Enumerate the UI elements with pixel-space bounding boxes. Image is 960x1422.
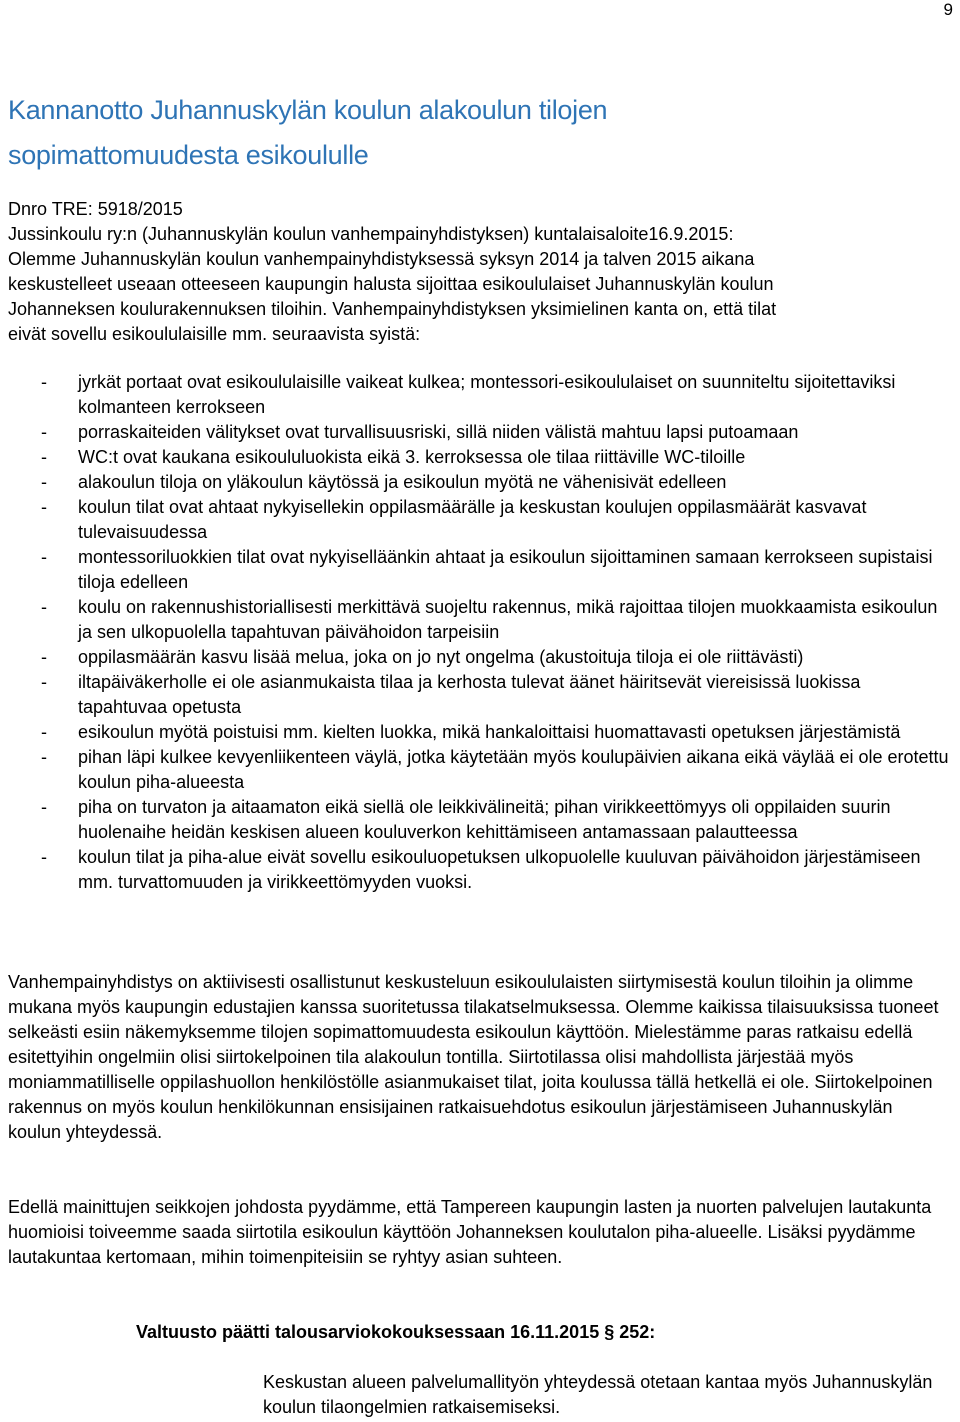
list-item bbox=[8, 470, 950, 495]
intro-line: eivät sovellu esikoululaisille mm. seuraavista syistä: bbox=[8, 324, 421, 344]
paragraph-request: Edellä mainittujen seikkojen johdosta pyydämme, että Tampereen kaupungin lasten ja nuorten palvelujen lautakunta huomioisi toiveemme saada siirtotila esikoulun käyttöön Johanneksen koulutalon piha-alueelle. Lisäksi pyydämme lautakuntaa kertomaan, mihin toimenpiteisiin se ryhtyy asian suhteen. bbox=[8, 1197, 932, 1267]
list-dash: - bbox=[41, 422, 47, 442]
list-dash: - bbox=[41, 747, 47, 767]
list-dash: - bbox=[41, 847, 47, 867]
intro-line: keskustelleet useaan otteeseen kaupungin halusta sijoittaa esikoululaiset Juhannuskylän koulun bbox=[8, 274, 774, 294]
council-decision-heading: Valtuusto päätti talousarviokokouksessaan 16.11.2015 § 252: bbox=[136, 1322, 656, 1342]
list-item-text: porraskaiteiden välitykset ovat turvallisuusriski, sillä niiden välistä mahtuu lapsi putoamaan bbox=[78, 422, 799, 442]
list-item-text: jyrkät portaat ovat esikoululaisille vaikeat kulkea; montessori-esikoululaiset on suunniteltu sijoitettaviksi kolmanteen kerrokseen bbox=[78, 372, 896, 417]
list-item-text: esikoulun myötä poistuisi mm. kielten luokka, mikä hankaloittaisi huomattavasti opetuksen järjestämistä bbox=[78, 722, 901, 742]
list-item-text: iltapäiväkerholle ei ole asianmukaista tilaa ja kerhosta tulevat äänet häiritsevät viereisissä luokissa tapahtuvaa opetusta bbox=[78, 672, 861, 717]
list-item-text: WC:t ovat kaukana esikoululuokista eikä 3. kerroksessa ole tilaa riittäville WC-tiloille bbox=[78, 447, 746, 467]
reasons-list bbox=[8, 370, 950, 895]
list-item-text: koulun tilat ja piha-alue eivät sovellu esikouluopetuksen ulkopuolelle kuuluvan päivähoidon järjestämiseen mm. turvattomuuden ja virikkeettömyyden vuoksi. bbox=[78, 847, 921, 892]
list-dash: - bbox=[41, 547, 47, 567]
page-number: 9 bbox=[943, 0, 953, 19]
list-item bbox=[8, 845, 950, 895]
list-item bbox=[8, 670, 950, 720]
list-item-text: oppilasmäärän kasvu lisää melua, joka on jo nyt ongelma (akustoituja tiloja ei ole riittävästi) bbox=[78, 647, 804, 667]
list-item bbox=[8, 495, 950, 545]
title-line-2: sopimattomuudesta esikoululle bbox=[8, 140, 369, 170]
list-item-text: montessoriluokkien tilat ovat nykyiselläänkin ahtaat ja esikoulun sijoittaminen samaan kerrokseen supistaisi tiloja edelleen bbox=[78, 547, 933, 592]
title-line-1: Kannanotto Juhannuskylän koulun alakoulun tilojen bbox=[8, 95, 608, 125]
list-dash: - bbox=[41, 447, 47, 467]
list-dash: - bbox=[41, 647, 47, 667]
intro-line: Johanneksen koulurakennuksen tiloihin. Vanhempainyhdistyksen yksimielinen kanta on, että tilat bbox=[8, 299, 777, 319]
list-dash: - bbox=[41, 672, 47, 692]
list-item bbox=[8, 420, 950, 445]
intro-line: Jussinkoulu ry:n (Juhannuskylän koulun vanhempainyhdistyksen) kuntalaisaloite16.9.2015: bbox=[8, 224, 734, 244]
council-decision-text: Keskustan alueen palvelumallityön yhteydessä otetaan kantaa myös Juhannuskylän koulun tilaongelmien ratkaisemiseksi. bbox=[263, 1372, 933, 1417]
list-dash: - bbox=[41, 597, 47, 617]
list-item bbox=[8, 745, 950, 795]
list-item bbox=[8, 370, 950, 420]
list-dash: - bbox=[41, 722, 47, 742]
paragraph-participation: Vanhempainyhdistys on aktiivisesti osallistunut keskusteluun esikoululaisten siirtymisestä koulun tiloihin ja olimme mukana myös kaupungin edustajien kanssa suoritetussa tilakatselmuksessa. Olemme kaikissa tilaisuuksissa tuoneet selkeästi esiin näkemyksemme tilojen sopimattomuudesta esikoulun käyttöön. Mielestämme paras ratkaisu edellä esitettyihin ongelmiin olisi siirtokelpoinen tila alakoulun tontilla. Siirtotilassa olisi mahdollista järjestää myös moniammatilliselle oppilashuollon henkilöstölle asianmukaiset tilat, joita koulussa tällä hetkellä ei ole. Siirtokelpoinen rakennus on myös koulun henkilökunnan ensisijainen ratkaisuehdotus esikoulun järjestämiseen Juhannuskylän koulun yhteydessä. bbox=[8, 972, 939, 1142]
document-title bbox=[8, 88, 948, 178]
list-item-text: koulu on rakennushistoriallisesti merkittävä suojeltu rakennus, mikä rajoittaa tilojen muokkaamista esikoulun ja sen ulkopuolella tapahtuvan päivähoidon tarpeisiin bbox=[78, 597, 938, 642]
intro-block bbox=[8, 197, 950, 347]
list-item bbox=[8, 595, 950, 645]
list-item bbox=[8, 445, 950, 470]
list-item-text: alakoulun tiloja on yläkoulun käytössä ja esikoulun myötä ne vähenisivät edelleen bbox=[78, 472, 727, 492]
dnro-line: Dnro TRE: 5918/2015 bbox=[8, 199, 183, 219]
list-item bbox=[8, 720, 950, 745]
list-item-text: pihan läpi kulkee kevyenliikenteen väylä, jotka käytetään myös koulupäivien aikana eikä väylää ei ole erotettu koulun piha-alueesta bbox=[78, 747, 949, 792]
list-item bbox=[8, 645, 950, 670]
list-dash: - bbox=[41, 472, 47, 492]
list-item bbox=[8, 545, 950, 595]
intro-line: Olemme Juhannuskylän koulun vanhempainyhdistyksessä syksyn 2014 ja talven 2015 aikana bbox=[8, 249, 755, 269]
list-dash: - bbox=[41, 497, 47, 517]
list-item-text: piha on turvaton ja aitaamaton eikä siellä ole leikkivälineitä; pihan virikkeettömyys oli oppilaiden suurin huolenaihe heidän keskisen alueen kouluverkon kehittämiseen antamassaan palautteessa bbox=[78, 797, 891, 842]
list-item bbox=[8, 795, 950, 845]
list-item-text: koulun tilat ovat ahtaat nykyisellekin oppilasmäärälle ja keskustan koulujen oppilasmäärät kasvavat tulevaisuudessa bbox=[78, 497, 867, 542]
list-dash: - bbox=[41, 372, 47, 392]
list-dash: - bbox=[41, 797, 47, 817]
